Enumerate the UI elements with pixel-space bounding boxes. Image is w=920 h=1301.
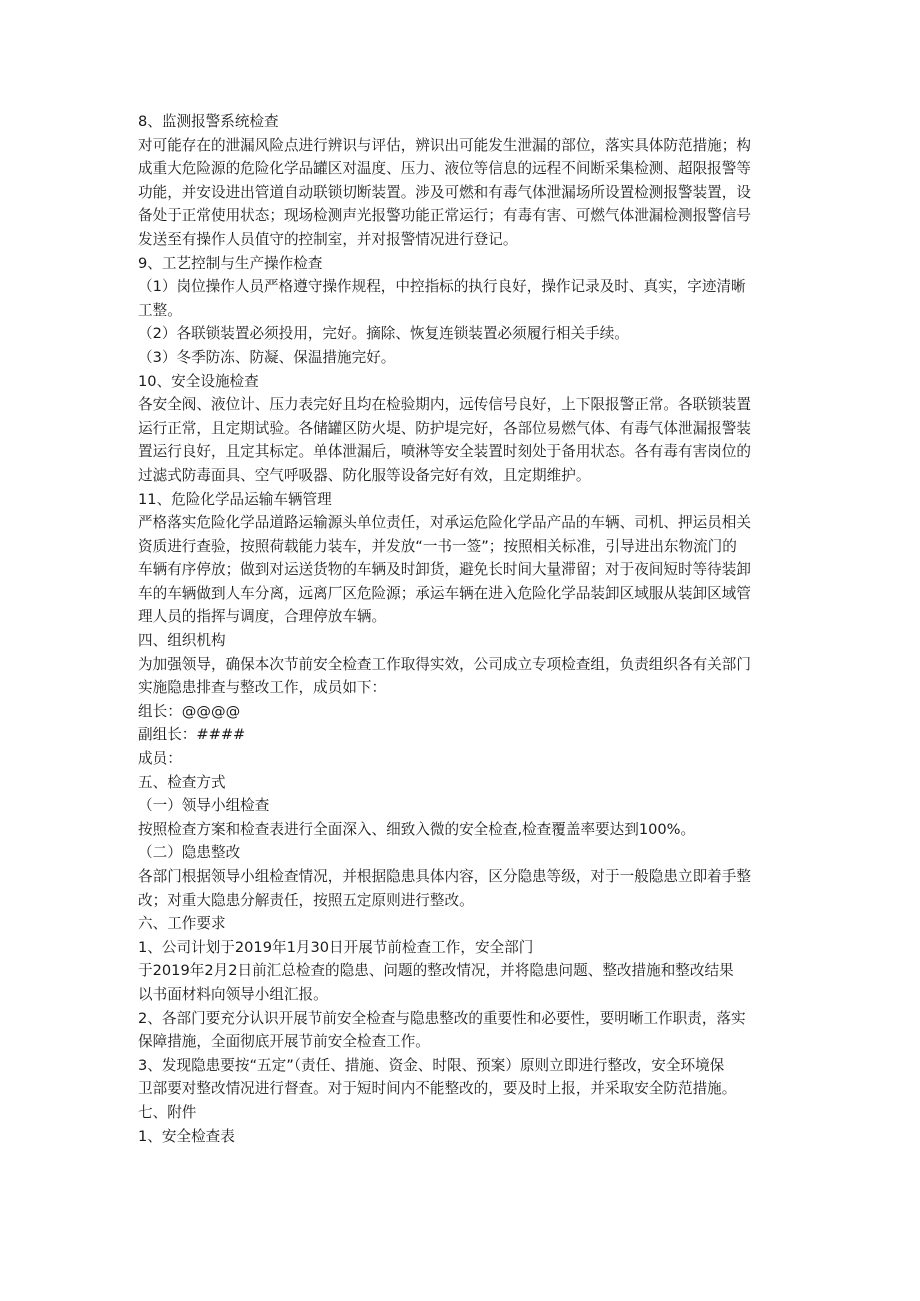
attachment-item: 1、安全检查表 [138,1127,235,1145]
list-item-line: （2）各联锁装置必须投用，完好。摘除、恢复连锁装置必须履行相关手续。 [138,325,629,343]
paragraph-line: 对可能存在的泄漏风险点进行辨识与评估，辨识出可能发生泄漏的部位，落实具体防范措施；构 [138,136,751,154]
paragraph-line: 过滤式防毒面具、空气呼吸器、防化服等设备完好有效，且定期维护。 [138,466,591,484]
document-page [138,110,788,1148]
list-item-line: 3、发现隐患要按“五定”（责任、措施、资金、时限、预案）原则立即进行整改，安全环境保 [138,1056,725,1074]
paragraph-line: 理人员的指挥与调度，合理停放车辆。 [138,608,387,626]
paragraph-line: 备处于正常使用状态；现场检测声光报警功能正常运行；有毒有害、可燃气体泄漏检测报警信号 [138,207,751,225]
paragraph-line: 车的车辆做到人车分离，远离厂区危险源；承运车辆在进入危险化学品装卸区域服从装卸区域管 [138,584,751,602]
paragraph-line: 置运行良好，且定其标定。单体泄漏后，喷淋等安全装置时刻处于备用状态。各有毒有害岗位的 [138,443,751,461]
section-heading-work-requirements: 六、工作要求 [138,915,226,933]
paragraph-line: 车辆有序停放；做到对运送货物的车辆及时卸货，避免长时间大量滞留；对于夜间短时等待装卸 [138,561,751,579]
list-item-line: 以书面材料向领导小组汇报。 [138,985,328,1003]
paragraph-line: 运行正常，且定期试验。各储罐区防火堤、防护堤完好，各部位易燃气体、有毒气体泄漏报警装 [138,419,751,437]
paragraph-line: 发送至有操作人员值守的控制室，并对报警情况进行登记。 [138,230,518,248]
section-heading-inspection-method: 五、检查方式 [138,773,226,791]
paragraph-line: 改；对重大隐患分解责任，按照五定原则进行整改。 [138,891,474,909]
paragraph-line: 实施隐患排查与整改工作，成员如下： [138,679,387,697]
section-heading-organization: 四、组织机构 [138,632,226,650]
paragraph-line: 资质进行查验，按照荷载能力装车，并发放“一书一签”；按照相关标准，引导进出东物流门的 [138,537,737,555]
heading-monitoring-alarm-check: 8、监测报警系统检查 [138,113,279,130]
heading-process-control-check: 9、工艺控制与生产操作检查 [138,254,323,272]
list-item-line: （1）岗位操作人员严格遵守操作规程，中控指标的执行良好，操作记录及时、真实，字迹清晰 [138,278,746,296]
team-members: 成员： [138,750,182,768]
list-item-line: 1、公司计划于2019年1月30日开展节前检查工作，安全部门 [138,938,534,956]
subheading-leader-group-check: （一）领导小组检查 [138,797,270,815]
list-item-line: （3）冬季防冻、防凝、保温措施完好。 [138,348,396,366]
subheading-hazard-rectification: （二）隐患整改 [138,844,241,862]
list-item-line: 工整。 [138,301,182,319]
list-item-line: 2、各部门要充分认识开展节前安全检查与隐患整改的重要性和必要性，要明晰工作职责，落实 [138,1009,746,1027]
deputy-team-leader: 副组长：#### [138,726,246,744]
section-heading-attachments: 七、附件 [138,1103,197,1121]
list-item-line: 卫部要对整改情况进行督查。对于短时间内不能整改的，要及时上报，并采取安全防范措施。 [138,1080,737,1098]
paragraph-line: 各安全阀、液位计、压力表完好且均在检验期内，远传信号良好，上下限报警正常。各联锁装置 [138,396,751,414]
heading-vehicle-management: 11、危险化学品运输车辆管理 [138,490,332,508]
paragraph-line: 功能，并安设进出管道自动联锁切断装置。涉及可燃和有毒气体泄漏场所设置检测报警装置，设 [138,183,751,201]
list-item-line: 保障措施，全面彻底开展节前安全检查工作。 [138,1033,430,1051]
paragraph-line: 为加强领导，确保本次节前安全检查工作取得实效，公司成立专项检查组，负责组织各有关部门 [138,655,751,673]
heading-safety-facility-check: 10、安全设施检查 [138,372,259,390]
paragraph-line: 按照检查方案和检查表进行全面深入、细致入微的安全检查,检查覆盖率要达到100%。 [138,820,696,838]
paragraph-line: 各部门根据领导小组检查情况，并根据隐患具体内容，区分隐患等级，对于一般隐患立即着手整 [138,868,751,885]
team-leader: 组长：@@@@ [138,702,241,720]
paragraph-line: 成重大危险源的危险化学品罐区对温度、压力、液位等信息的远程不间断采集检测、超限报警等 [138,160,751,178]
paragraph-line: 严格落实危险化学品道路运输源头单位责任，对承运危险化学品产品的车辆、司机、押运员相关 [138,514,751,532]
list-item-line: 于2019年2月2日前汇总检查的隐患、问题的整改情况，并将隐患问题、整改措施和整改结果 [138,962,734,980]
